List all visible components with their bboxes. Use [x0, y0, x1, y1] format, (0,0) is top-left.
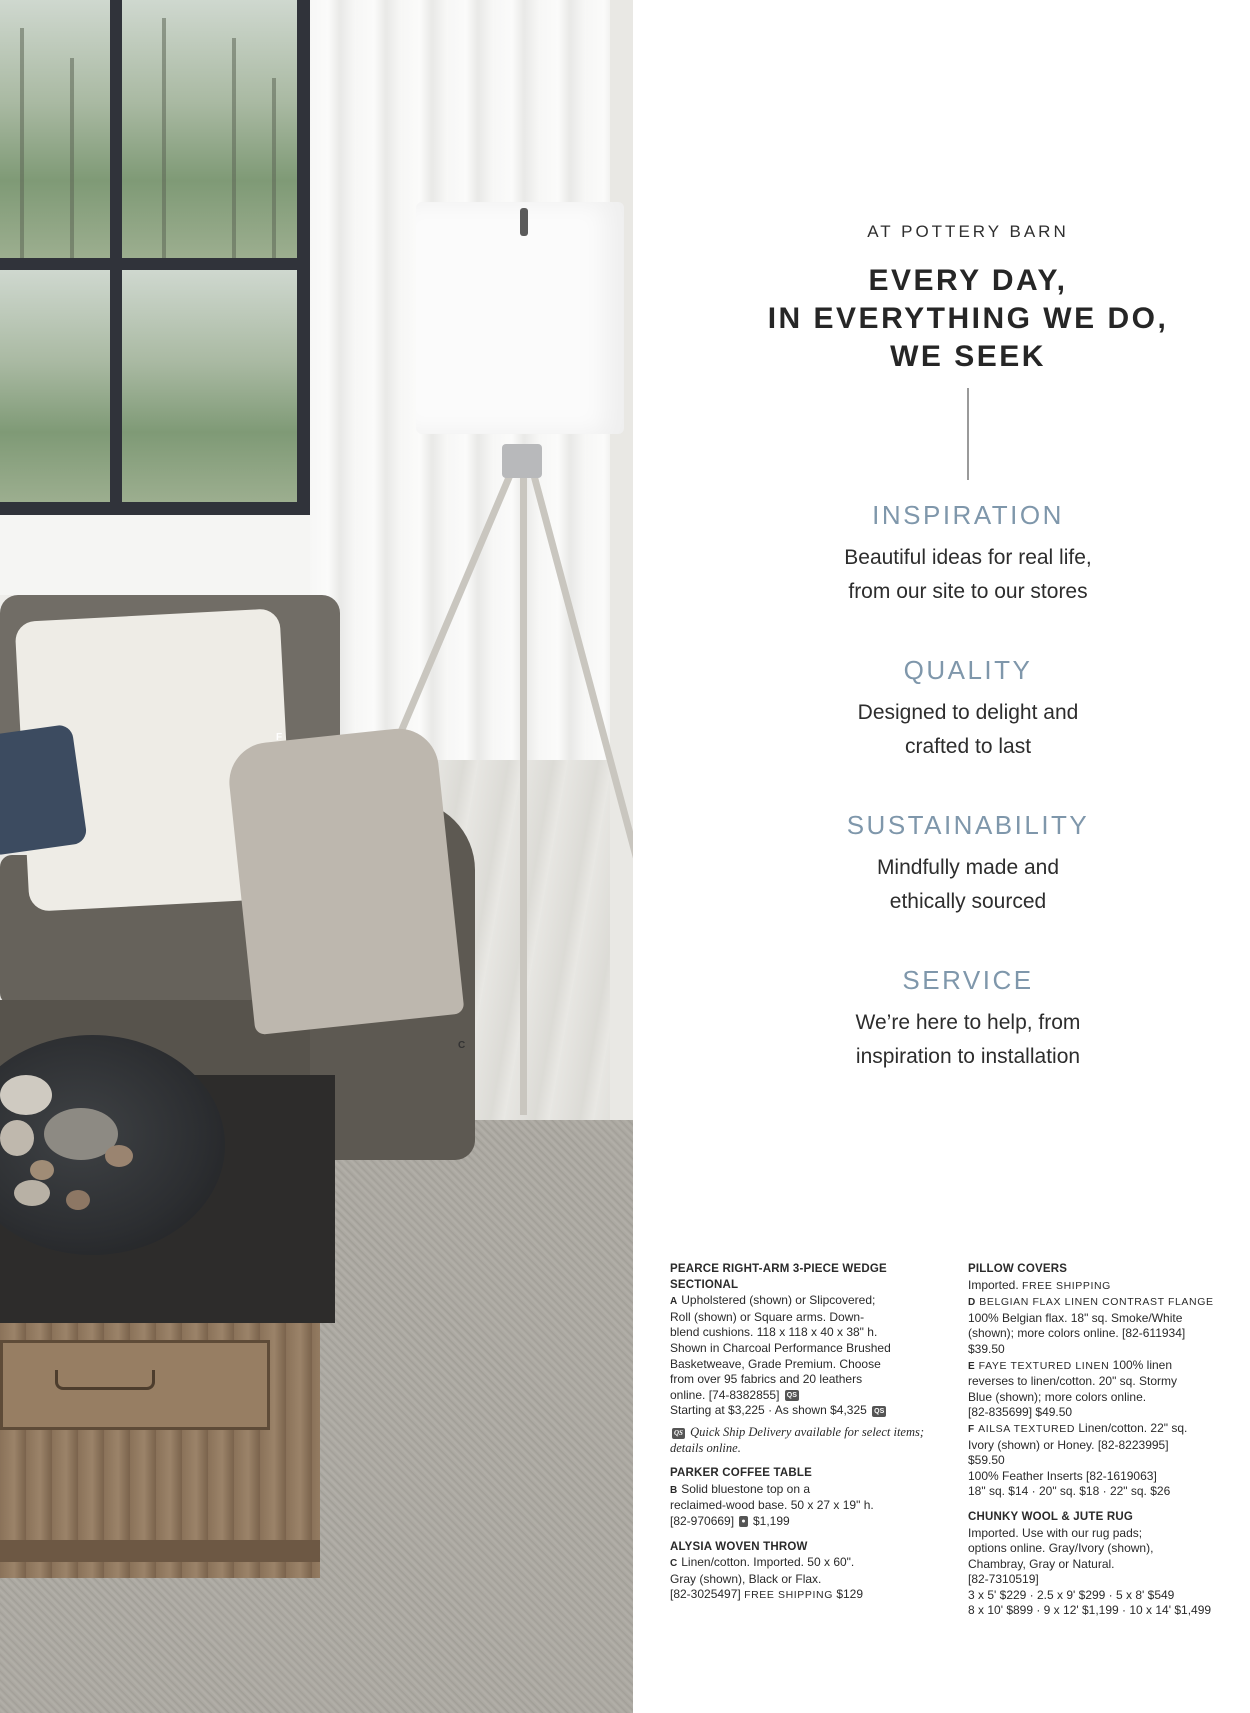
value-service: SERVICE We’re here to help, from inspiration to installation	[633, 965, 1250, 1074]
marker-f: F	[276, 732, 283, 743]
product-name: PILLOW COVERS	[968, 1263, 1068, 1275]
divider-line	[967, 388, 969, 480]
product-name: PEARCE RIGHT-ARM 3-PIECE WEDGE SECTIONAL	[670, 1263, 887, 1291]
product-name: CHUNKY WOOL & JUTE RUG	[968, 1510, 1133, 1523]
headline: EVERY DAY, IN EVERYTHING WE DO, WE SEEK	[767, 264, 1169, 373]
quick-ship-icon: QS	[786, 1392, 797, 1400]
marker-c: C	[458, 1040, 466, 1051]
floor-lamp	[416, 202, 624, 434]
value-title: SERVICE	[902, 965, 1034, 995]
product-details-right: PILLOW COVERS Imported. FREE SHIPPING D BELGIAN FLAX LINEN CONTRAST FLANGE 100% Belgian flax. 18" sq. Smoke/White (shown); more colors online. [82-611934] $39.50 E FAYE TEXTURED LINEN 100% linen reverses to linen/cotton. 20" sq. Stormy Blue (shown); more colors online. [82-835699] $49.50 F AILSA TEXTURED Linen/cotton. 22" sq. Ivory (shown) or Honey. [82-8223995] $59.50 100% Feather Inserts [82-1619063] 18" sq. $14 · 20" sq. $18 · 22" sq. $26 CHUNKY WOOL & JUTE RUG Imported. Use with our rug pads; options online. Gray/Ivory (shown), Chambray, Gray or Natural. [82-7310519] 3 x 5' $229 · 2.5 x 9' $299 · 5 x 8' $549 8 x 10' $899 · 9 x 12' $1,199 · 10 x 14' $1,499	[968, 1262, 1250, 1619]
product-name: ALYSIA WOVEN THROW	[670, 1540, 808, 1553]
value-title: SUSTAINABILITY	[846, 810, 1090, 840]
eyebrow: AT POTTERY BARN	[867, 222, 1069, 241]
window	[0, 0, 310, 515]
value-title: INSPIRATION	[872, 500, 1064, 530]
value-quality: QUALITY Designed to delight and crafted to last	[633, 655, 1250, 764]
value-sustainability: SUSTAINABILITY Mindfully made and ethically sourced	[633, 810, 1250, 919]
product-name: PARKER COFFEE TABLE	[670, 1467, 813, 1480]
value-inspiration: INSPIRATION Beautiful ideas for real life, from our site to our stores	[633, 500, 1250, 609]
quick-ship-icon: QS	[874, 1407, 885, 1415]
woven-throw	[225, 725, 464, 1035]
product-details-left: PEARCE RIGHT-ARM 3-PIECE WEDGE SECTIONAL A Upholstered (shown) or Slipcovered; Roll (shown) or Square arms. Down- blend cushions. 118 x 118 x 40 x 38" h. Shown in Charcoal Performance Brushed Basketweave, Grade Premium. Choose from over 95 fabrics and 20 leathers online. [74-8382855] QS Starting at $3,225 · As shown $4,325 QS QS Quick Ship Delivery available for select items; details online. PARKER COFFEE TABLE B Solid bluestone top on a reclaimed-wood base. 50 x 27 x 19" h. [82-970669] ● $1,199 ALYSIA WOVEN THROW C Linen/cotton. Imported. 50 x 60". Gray (shown), Black or Flax. [82-3025497] FREE SHIPPING $129	[670, 1262, 945, 1604]
value-title: QUALITY	[903, 655, 1033, 685]
heirloom-icon: ●	[741, 1518, 746, 1526]
values-panel	[633, 0, 1250, 1713]
quick-ship-icon: QS	[674, 1428, 683, 1437]
